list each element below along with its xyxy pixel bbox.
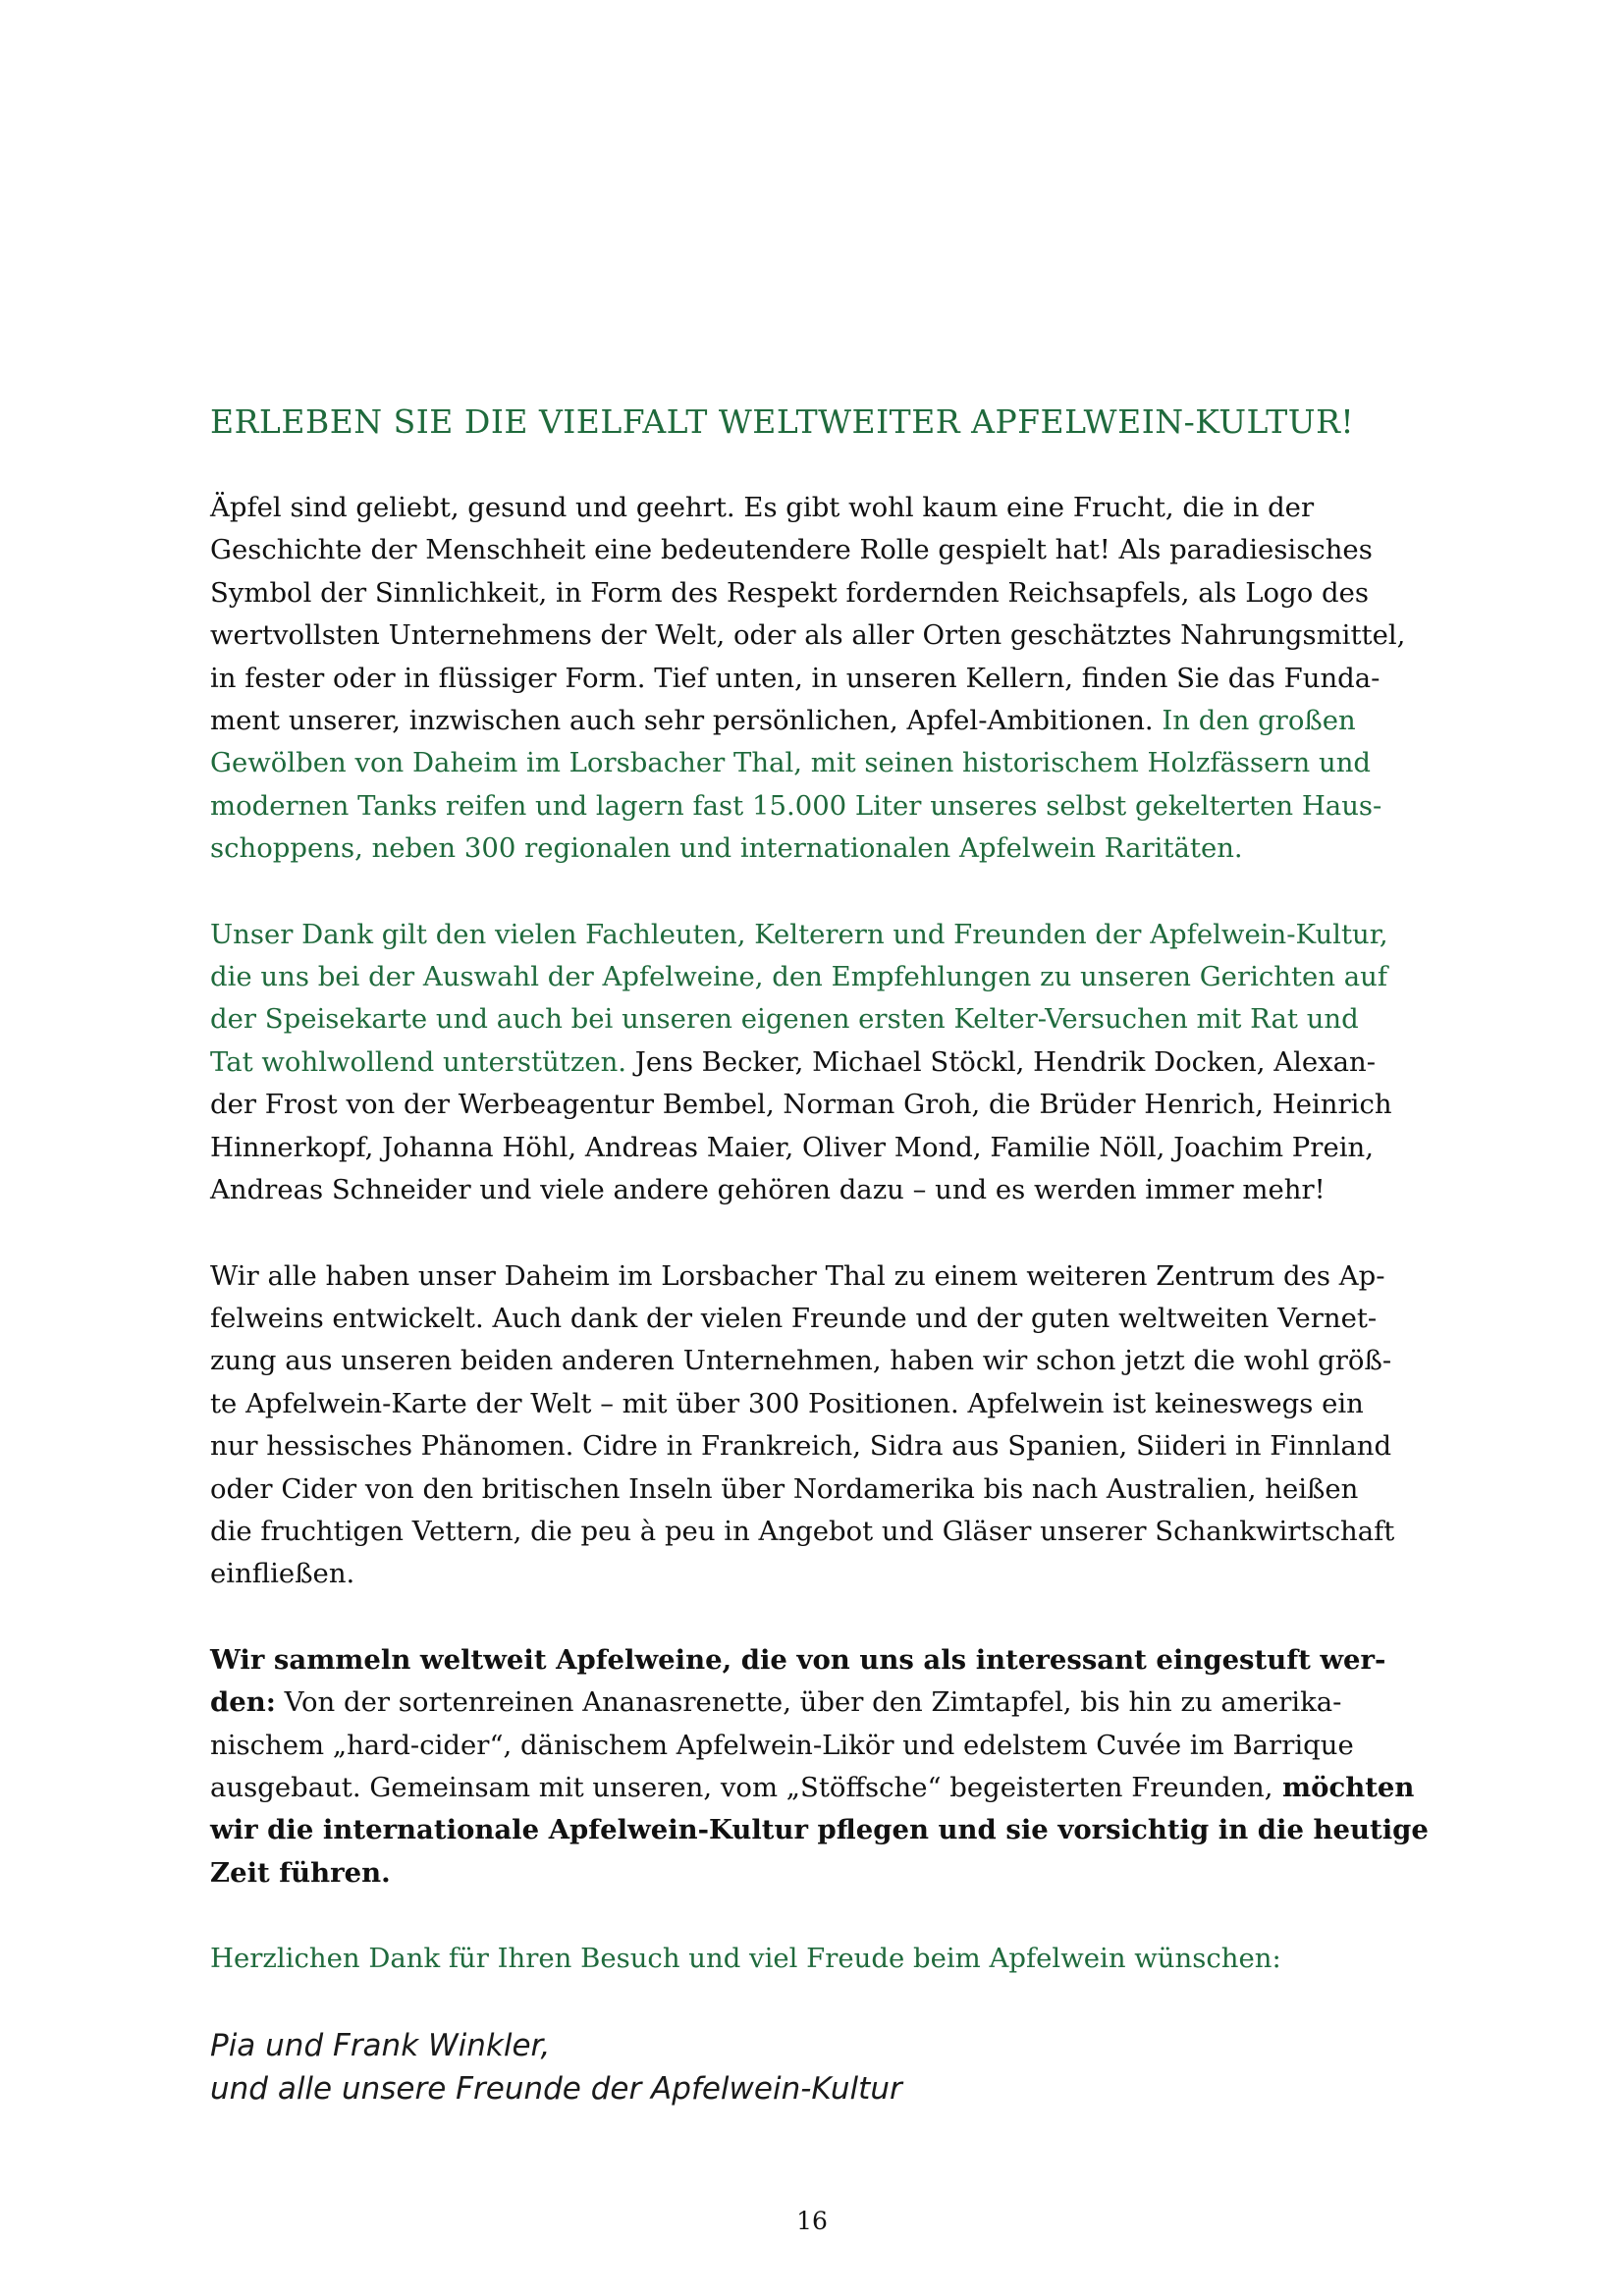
paragraph-collection [210, 1639, 1434, 1895]
text-line: Geschichte der Menschheit eine bedeutendere Rolle gespielt hat! Als paradiesisches [210, 534, 1373, 566]
bold-line: Wir sammeln weltweit Apfelweine, die von uns als interessant eingestuft wer- [210, 1643, 1386, 1676]
text-line: Hinnerkopf, Johanna Höhl, Andreas Maier, Oliver Mond, Familie Nöll, Joachim Prein, [210, 1131, 1374, 1163]
text-line: zung aus unseren beiden anderen Unternehmen, haben wir schon jetzt die wohl größ- [210, 1345, 1392, 1377]
text-line: wertvollsten Unternehmens der Welt, oder als aller Orten geschätztes Nahrungsmittel, [210, 619, 1406, 652]
text-line: einfließen. [210, 1558, 355, 1590]
highlight-line: die uns bei der Auswahl der Apfelweine, den Empfehlungen zu unseren Gerichten auf [210, 961, 1388, 993]
text-line [210, 1682, 1434, 1724]
text-line [210, 1767, 1434, 1809]
text-segment: Von der sortenreinen Ananasrenette, über den Zimtapfel, bis hin zu amerika- [275, 1686, 1342, 1719]
paragraph-closing [210, 1938, 1434, 1980]
highlight-segment: Tat wohlwollend unterstützen. [210, 1045, 627, 1078]
text-line: nischem „hard-cider“, dänischem Apfelwein-Likör und edelstem Cuvée im Barrique [210, 1729, 1354, 1761]
highlight-line: der Speisekarte und auch bei unseren eigenen ersten Kelter-Versuchen mit Rat und [210, 1003, 1359, 1036]
text-line: Wir alle haben unser Daheim im Lorsbacher Thal zu einem weiteren Zentrum des Ap- [210, 1259, 1385, 1292]
text-line: Äpfel sind geliebt, gesund und geehrt. Es gibt wohl kaum eine Frucht, die in der [210, 492, 1315, 523]
highlight-line: Unser Dank gilt den vielen Fachleuten, Kelterern und Freunden der Apfelwein-Kultur, [210, 918, 1388, 950]
highlight-line: Herzlichen Dank für Ihren Besuch und viel Freude beim Apfelwein wünschen: [210, 1943, 1281, 1975]
text-line [210, 700, 1434, 742]
paragraph-intro [210, 487, 1434, 871]
text-line: nur hessisches Phänomen. Cidre in Frankreich, Sidra aus Spanien, Siideri in Finnland [210, 1430, 1392, 1463]
page-number: 16 [796, 2207, 828, 2235]
page-content [210, 400, 1434, 2110]
signature-line: Pia und Frank Winkler, [210, 2027, 551, 2063]
text-line: der Frost von der Werbeagentur Bembel, Norman Groh, die Brüder Henrich, Heinrich [210, 1089, 1392, 1121]
text-line: Symbol der Sinnlichkeit, in Form des Respekt fordernden Reichsapfels, als Logo des [210, 576, 1369, 609]
signature-line: und alle unsere Freunde der Apfelwein-Kultur [210, 2070, 902, 2107]
text-segment: ausgebaut. Gemeinsam mit unseren, vom „Stöffsche“ begeisterten Freunden, [210, 1771, 1273, 1803]
text-line: oder Cider von den britischen Inseln über Nordamerika bis nach Australien, heißen [210, 1472, 1359, 1505]
highlight-line: schoppens, neben 300 regionalen und internationalen Apfelwein Raritäten. [210, 832, 1243, 865]
text-segment: Jens Becker, Michael Stöckl, Hendrik Docken, Alexan- [626, 1045, 1377, 1078]
page-heading: ERLEBEN SIE DIE VIELFALT WELTWEITER APFELWEIN-KULTUR! [210, 402, 1355, 441]
bold-segment: den: [210, 1686, 276, 1719]
signature [210, 2024, 1434, 2110]
highlight-segment: In den großen [1153, 705, 1356, 737]
highlight-line: modernen Tanks reifen und lagern fast 15.000 Liter unseres selbst gekelterten Haus- [210, 789, 1382, 822]
paragraph-thanks [210, 914, 1434, 1212]
bold-line: Zeit führen. [210, 1856, 391, 1889]
highlight-line: Gewölben von Daheim im Lorsbacher Thal, mit seinen historischem Holzfässern und [210, 747, 1372, 779]
text-line: te Apfelwein-Karte der Welt – mit über 300 Positionen. Apfelwein ist keineswegs ein [210, 1387, 1364, 1419]
text-line: felweins entwickelt. Auch dank der vielen Freunde und der guten weltweiten Vernet- [210, 1302, 1378, 1334]
text-segment: ment unserer, inzwischen auch sehr persönlichen, Apfel-Ambitionen. [210, 705, 1154, 737]
text-line [210, 1041, 1434, 1084]
bold-segment: möchten [1272, 1771, 1415, 1803]
text-line: Andreas Schneider und viele andere gehören dazu – und es werden immer mehr! [210, 1174, 1326, 1206]
text-line: die fruchtigen Vettern, die peu à peu in Angebot und Gläser unserer Schankwirtschaft [210, 1515, 1395, 1547]
text-line: in fester oder in flüssiger Form. Tief unten, in unseren Kellern, finden Sie das Funda- [210, 662, 1380, 694]
paragraph-center [210, 1255, 1434, 1596]
bold-line: wir die internationale Apfelwein-Kultur pflegen und sie vorsichtig in die heutige [210, 1814, 1429, 1846]
